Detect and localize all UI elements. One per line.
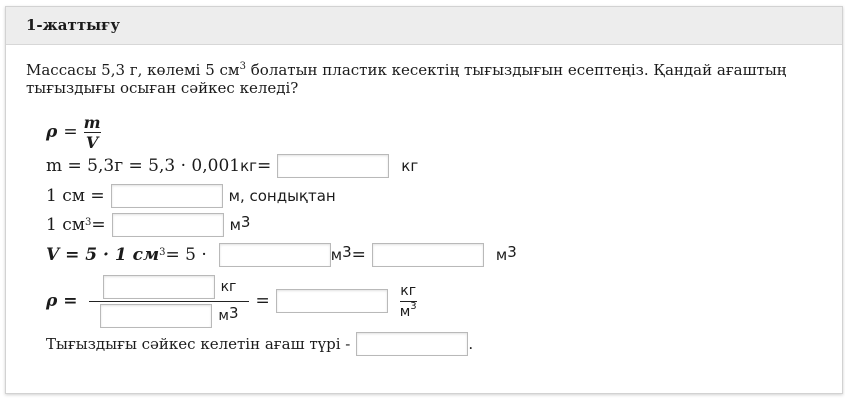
cm-expression: 1 см = [46,186,105,206]
exercise-header [6,7,842,45]
volume-unit-2: м [495,246,508,264]
period: . [468,335,474,353]
volume-unit-1-sup: 3 [342,243,352,261]
row-wood-type [46,329,473,359]
equals-sign: = [351,245,366,265]
density-denominator-input[interactable] [100,304,212,328]
cm-to-m-input[interactable] [111,184,223,208]
density-numerator-input[interactable] [103,275,215,299]
volume-sup: 3 [159,246,166,258]
mass-kg-input[interactable] [277,154,389,178]
denominator-unit: м [218,307,229,324]
cm3-expression: 1 см [46,215,85,235]
volume-unit-1: м [330,246,343,264]
equals-sign: = [63,122,78,142]
m-over-v-fraction [84,113,101,152]
result-unit-den: м [399,303,411,320]
mass-expression: m = 5,3г = 5,3 · 0,001 [46,156,241,176]
exercise-panel [5,6,843,394]
equals-sign: = [91,215,106,235]
wood-type-label: Тығыздығы сәйкес келетін ағаш түрі - [46,335,351,353]
row-cm3-conversion [46,210,250,240]
volume-factor-input[interactable] [219,243,331,267]
m3-sup: 3 [240,213,251,231]
numerator-unit: кг [220,278,237,295]
rho-equals: ρ = [46,291,78,311]
exercise-title: 1-жаттығу [26,16,120,34]
density-unit-fraction [400,283,417,320]
equals-sign: = [257,156,272,176]
task-text-sup: 3 [239,61,246,72]
cm3-to-m3-input[interactable] [112,213,224,237]
volume-mid: = 5 · [165,245,207,265]
rho-symbol: ρ [46,122,58,142]
fraction-denominator-v: V [85,132,99,152]
fraction-numerator-m: m [83,112,101,132]
volume-unit-2-sup: 3 [507,243,517,261]
result-unit-sup: 3 [410,300,417,312]
cm-result-text: м, сондықтан [228,187,336,205]
volume-expression: V = 5 · 1 см [46,245,160,265]
wood-type-input[interactable] [356,332,468,356]
row-cm-conversion [46,181,336,211]
density-fraction [89,275,249,328]
equals-sign: = [255,291,270,311]
task-text-end: болатын пластик кесектің тығыздығын есептеңіз. Қандай ағаштың тығыздығы осыған сәйкес келеді? [26,61,787,97]
density-result-input[interactable] [276,289,388,313]
row-volume [46,240,517,270]
m3-unit: м [229,216,241,234]
formula-density [46,111,101,153]
task-text-start: Массасы 5,3 г, көлемі 5 см [26,61,240,79]
row-density-calc [46,273,417,329]
row-mass [46,151,418,181]
mass-result-unit: кг [401,157,419,175]
cm3-sup: 3 [84,216,92,228]
result-unit-num: кг [400,282,417,299]
mass-unit-kg: кг [240,157,258,175]
denominator-unit-sup: 3 [228,303,239,322]
task-description [26,61,826,97]
volume-m3-input[interactable] [372,243,484,267]
